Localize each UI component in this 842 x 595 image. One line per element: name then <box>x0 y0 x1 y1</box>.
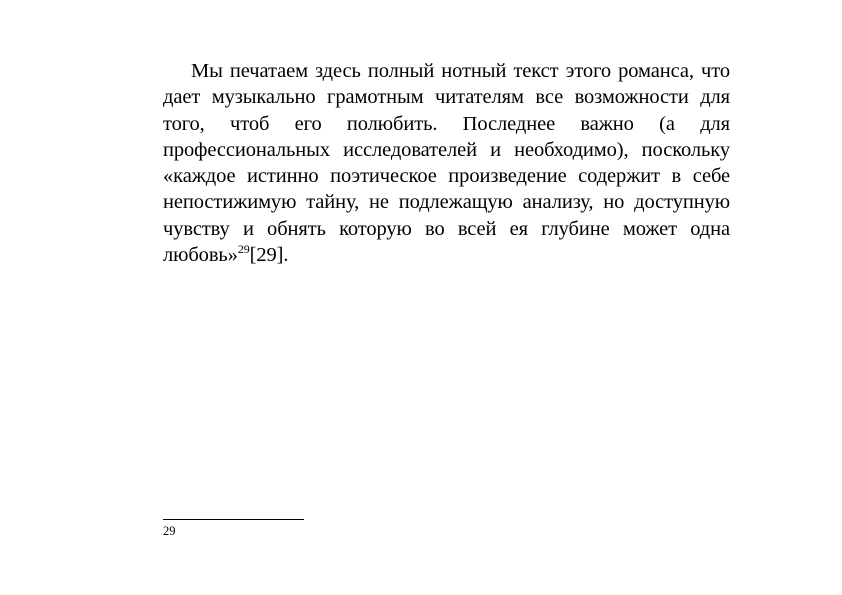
citation-reference: [29]. <box>249 244 289 267</box>
footnote-separator <box>163 519 304 520</box>
footnote-number: 29 <box>163 524 176 538</box>
paragraph-text: Мы печатаем здесь полный нотный текст этого романса, что дает музыкально грамотным читателям все возможности для того, чтоб его полюбить. Последнее важно (а для профессиональных исследователей и необходимо), поскольку «каждое истинно поэтическое произведение содержит в себе непостижимую тайну, не подлежащую анализу, но доступную чувству и обнять которую во всей ея глубине может одна любовь» <box>163 60 730 267</box>
footnote-reference[interactable]: 29 <box>237 242 250 257</box>
body-paragraph <box>163 58 730 268</box>
